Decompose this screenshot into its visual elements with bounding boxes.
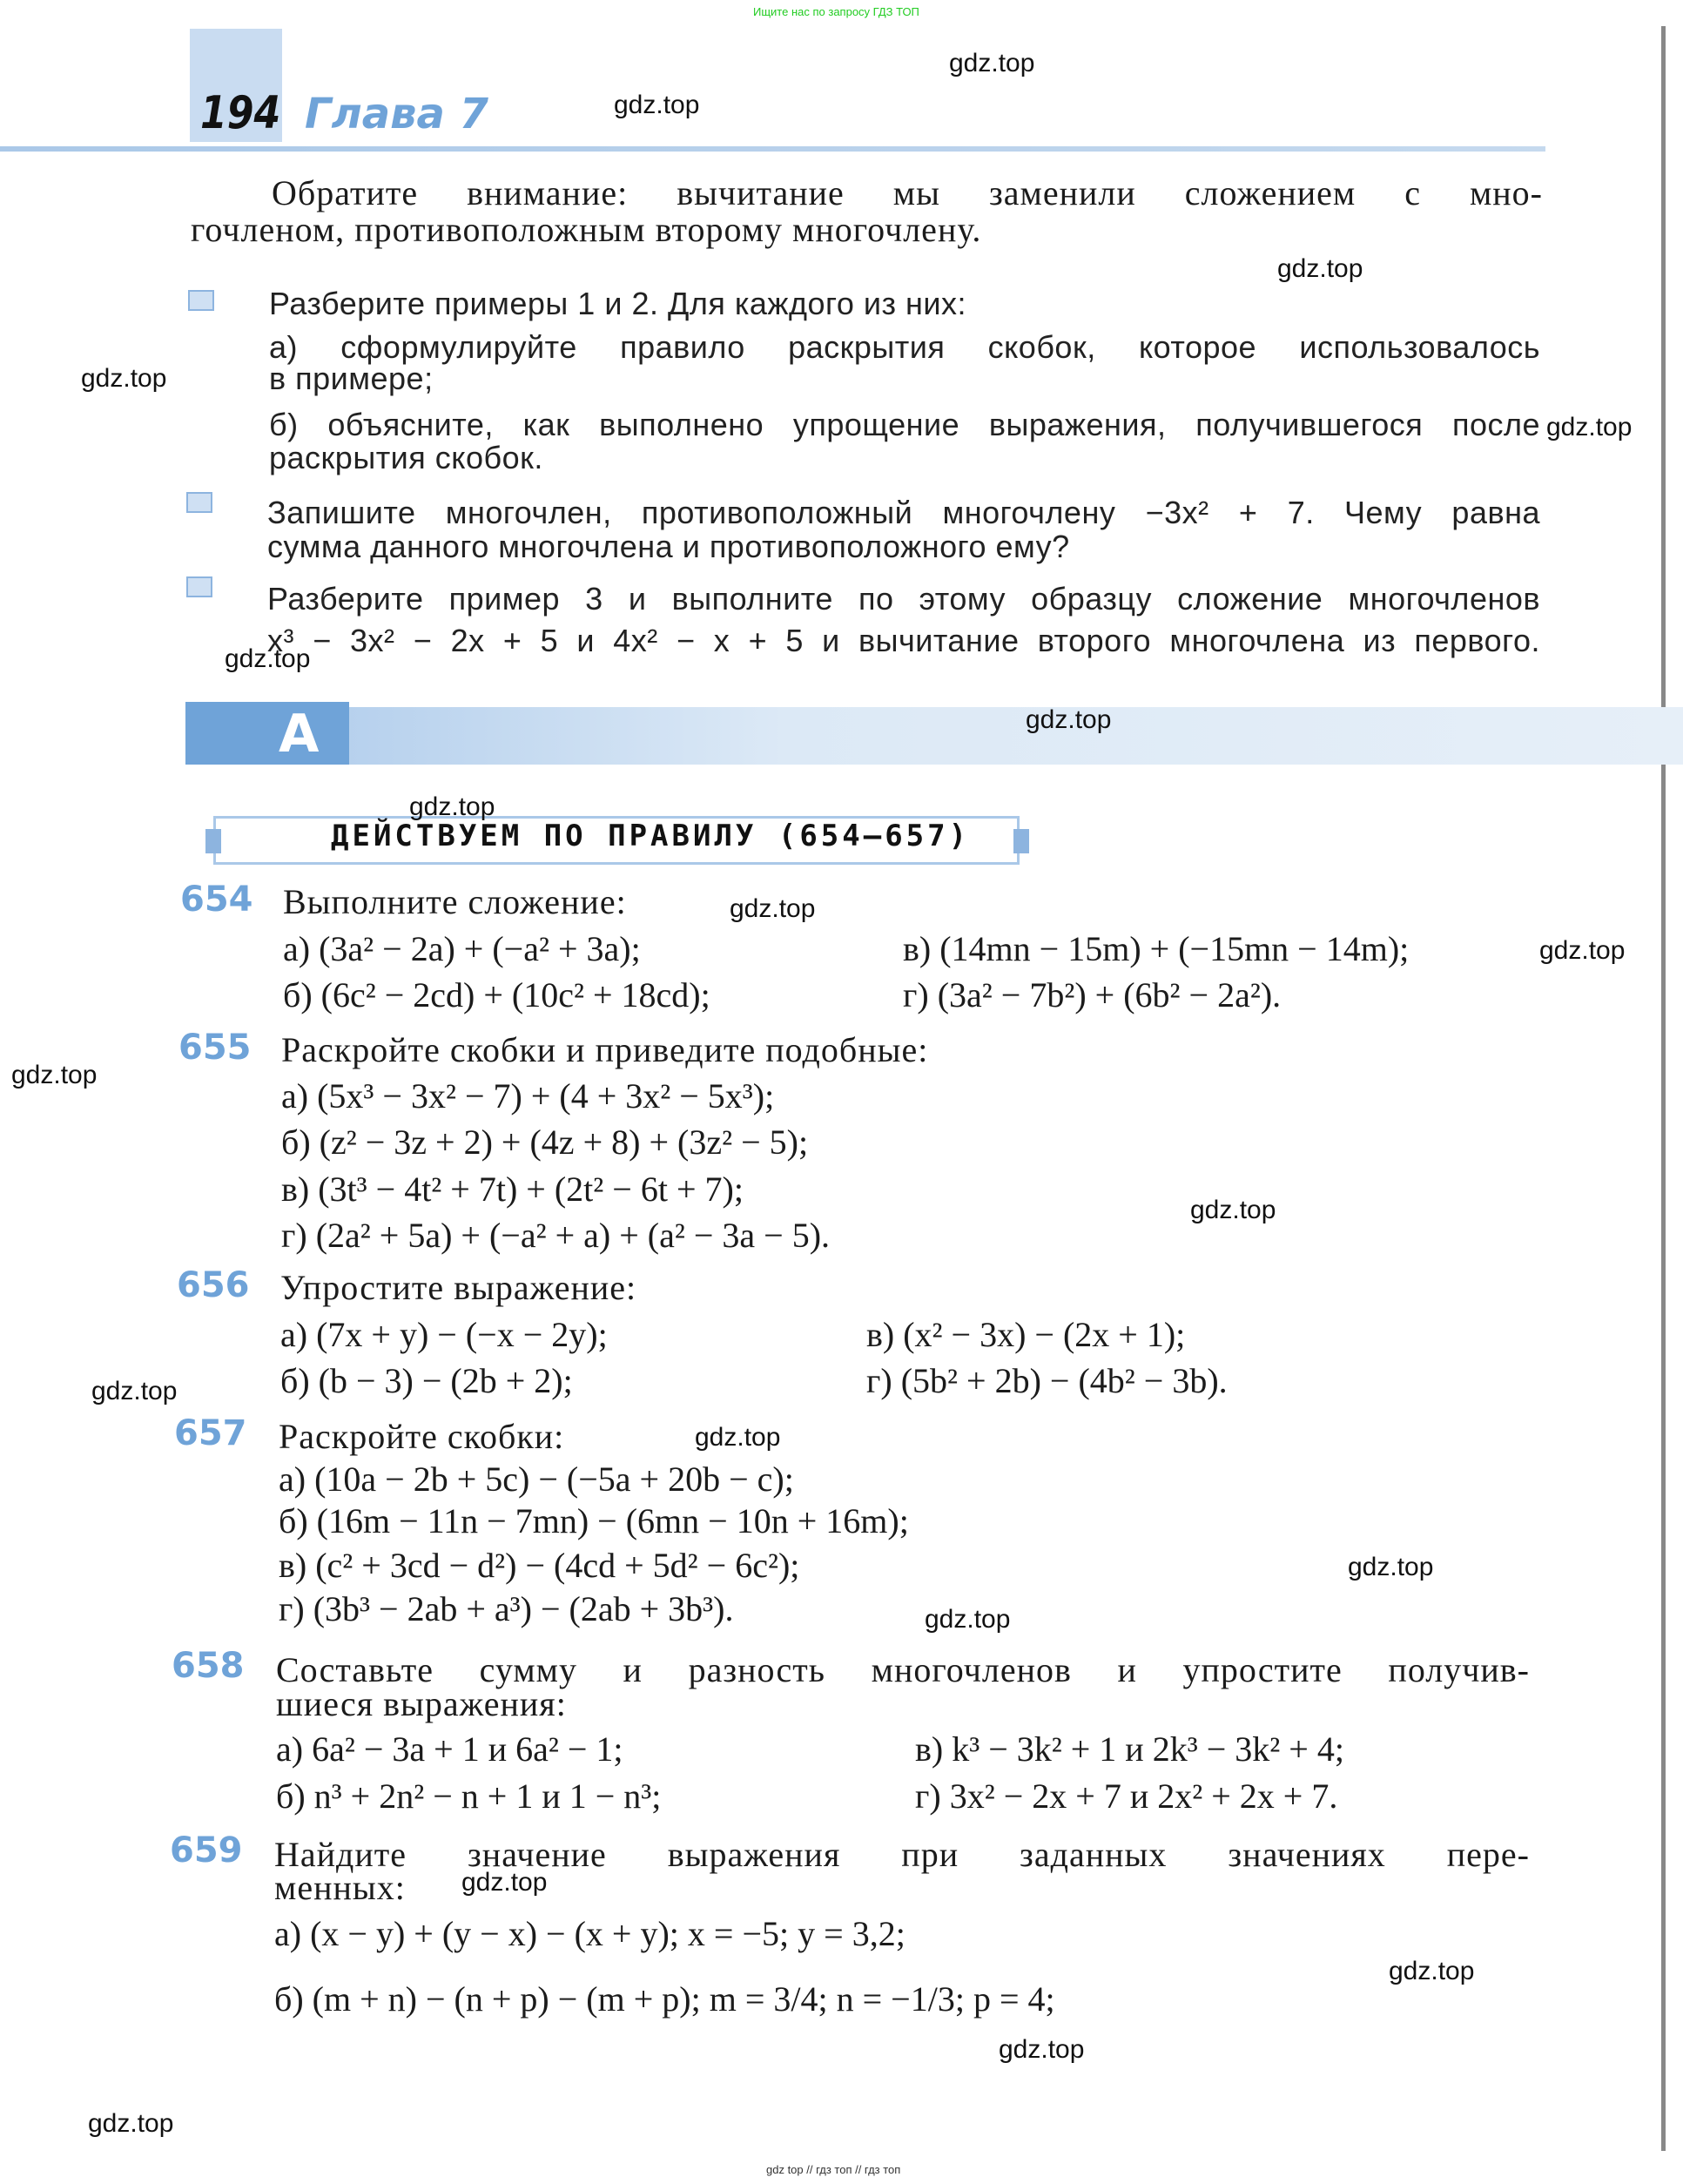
- exercise-item: а) 6a² − 3a + 1 и 6a² − 1;: [276, 1729, 623, 1769]
- exercise-number: 654: [180, 880, 253, 920]
- watermark[interactable]: gdz.top: [1026, 705, 1112, 734]
- watermark[interactable]: gdz.top: [949, 49, 1035, 78]
- exercise-item: б) (b − 3) − (2b + 2);: [280, 1361, 573, 1400]
- watermark[interactable]: gdz.top: [695, 1423, 781, 1452]
- exercise-number: 659: [170, 1830, 243, 1871]
- section-heading-bar: [205, 829, 221, 853]
- exercise-item: б) (m + n) − (n + p) − (m + p); m = 3/4; n = −1/3; p = 4;: [274, 1979, 1055, 2019]
- page-edge: [1661, 26, 1666, 2151]
- watermark[interactable]: gdz.top: [925, 1605, 1011, 1634]
- question-line: б) объясните, как выполнено упрощение выражения, получившегося после: [269, 407, 1540, 442]
- exercise-item: г) (2a² + 5a) + (−a² + a) + (a² − 3a − 5).: [281, 1216, 831, 1255]
- watermark[interactable]: gdz.top: [81, 364, 167, 393]
- header-rule: [0, 146, 1545, 152]
- exercise-item: б) (6c² − 2cd) + (10c² + 18cd);: [283, 975, 710, 1014]
- question-line: а) сформулируйте правило раскрытия скобок, которое использовалось: [269, 329, 1540, 365]
- exercise-number: 658: [172, 1646, 245, 1686]
- question-line: Запишите многочлен, противоположный многочлену −3x² + 7. Чему равна: [267, 495, 1540, 530]
- exercise-item: в) (c² + 3cd − d²) − (4cd + 5d² − 6c²);: [279, 1546, 800, 1585]
- section-heading: ДЕЙСТВУЕМ ПО ПРАВИЛУ (654—657): [331, 819, 971, 853]
- watermark[interactable]: gdz.top: [11, 1061, 98, 1089]
- exercise-text: Раскройте скобки и приведите подобные:: [281, 1030, 929, 1069]
- question-marker: [188, 290, 214, 311]
- exercise-text: Выполните сложение:: [283, 882, 627, 921]
- exercise-item: в) (x² − 3x) − (2x + 1);: [866, 1315, 1186, 1354]
- watermark[interactable]: gdz.top: [1190, 1196, 1276, 1224]
- exercise-item: в) (14mn − 15m) + (−15mn − 14m);: [903, 929, 1410, 968]
- exercise-text: шиеся выражения:: [276, 1684, 567, 1723]
- note-line: Обратите внимание: вычитание мы заменили сложением с мно-: [272, 173, 1543, 212]
- page-number: 194: [200, 87, 281, 139]
- watermark[interactable]: gdz.top: [1389, 1957, 1475, 1985]
- question-line: сумма данного многочлена и противоположного ему?: [267, 529, 1070, 564]
- exercise-item: в) k³ − 3k² + 1 и 2k³ − 3k² + 4;: [915, 1729, 1344, 1769]
- watermark[interactable]: gdz.top: [1546, 413, 1633, 442]
- note-line: гочленом, противоположным второму многочлену.: [191, 210, 982, 249]
- exercise-item: а) (5x³ − 3x² − 7) + (4 + 3x² − 5x³);: [281, 1076, 775, 1116]
- exercise-item: а) (7x + y) − (−x − 2y);: [280, 1315, 608, 1354]
- level-badge-letter: А: [279, 704, 320, 765]
- exercise-text: Упростите выражение:: [280, 1268, 637, 1307]
- exercise-item: б) (16m − 11n − 7mn) − (6mn − 10n + 16m);: [279, 1501, 909, 1540]
- question-line: x³ − 3x² − 2x + 5 и 4x² − x + 5 и вычитание второго многочлена из первого.: [267, 623, 1540, 658]
- question-line: в примере;: [269, 361, 434, 396]
- watermark[interactable]: gdz.top: [1348, 1553, 1434, 1581]
- exercise-text: Найдите значение выражения при заданных значениях пере-: [274, 1835, 1530, 1874]
- exercise-number: 657: [174, 1413, 247, 1453]
- exercise-item: в) (3t³ − 4t² + 7t) + (2t² − 6t + 7);: [281, 1170, 744, 1209]
- exercise-number: 656: [177, 1265, 250, 1305]
- chapter-title: Глава 7: [305, 90, 489, 138]
- level-badge: [185, 702, 349, 765]
- watermark[interactable]: gdz.top: [1539, 936, 1626, 965]
- exercise-item: г) (5b² + 2b) − (4b² − 3b).: [866, 1361, 1228, 1400]
- footer-banner[interactable]: gdz top // гдз топ // гдз топ: [766, 2163, 901, 2176]
- question-marker: [186, 492, 212, 513]
- watermark[interactable]: gdz.top: [999, 2035, 1085, 2064]
- exercise-item: а) (10a − 2b + 5c) − (−5a + 20b − c);: [279, 1459, 794, 1499]
- watermark[interactable]: gdz.top: [1277, 254, 1363, 283]
- question-line: Разберите примеры 1 и 2. Для каждого из них:: [269, 286, 966, 321]
- exercise-text: Составьте сумму и разность многочленов и упростите получив-: [276, 1650, 1530, 1689]
- exercise-number: 655: [178, 1028, 252, 1068]
- exercise-text: Раскройте скобки:: [279, 1417, 565, 1456]
- watermark[interactable]: gdz.top: [409, 792, 495, 821]
- exercise-item: г) 3x² − 2x + 7 и 2x² + 2x + 7.: [915, 1776, 1338, 1816]
- question-marker: [186, 576, 212, 597]
- section-heading-bar: [1013, 829, 1029, 853]
- exercise-item: б) n³ + 2n² − n + 1 и 1 − n³;: [276, 1776, 662, 1816]
- exercise-item: а) (3a² − 2a) + (−a² + 3a);: [283, 929, 641, 968]
- exercise-item: а) (x − y) + (y − x) − (x + y); x = −5; y = 3,2;: [274, 1914, 905, 1953]
- exercise-item: б) (z² − 3z + 2) + (4z + 8) + (3z² − 5);: [281, 1122, 809, 1162]
- question-line: Разберите пример 3 и выполните по этому образцу сложение многочленов: [267, 581, 1540, 617]
- watermark[interactable]: gdz.top: [614, 91, 700, 119]
- watermark[interactable]: gdz.top: [88, 2109, 174, 2138]
- question-line: раскрытия скобок.: [269, 440, 543, 475]
- watermark[interactable]: gdz.top: [461, 1868, 548, 1897]
- exercise-text: менных:: [274, 1868, 406, 1907]
- exercise-item: г) (3b³ − 2ab + a³) − (2ab + 3b³).: [279, 1589, 734, 1628]
- watermark[interactable]: gdz.top: [225, 644, 311, 673]
- exercise-item: г) (3a² − 7b²) + (6b² − 2a²).: [903, 975, 1282, 1014]
- watermark[interactable]: gdz.top: [91, 1377, 178, 1405]
- level-band: [185, 707, 1683, 765]
- top-banner[interactable]: Ищите нас по запросу ГДЗ ТОП: [753, 5, 919, 18]
- watermark[interactable]: gdz.top: [730, 894, 816, 923]
